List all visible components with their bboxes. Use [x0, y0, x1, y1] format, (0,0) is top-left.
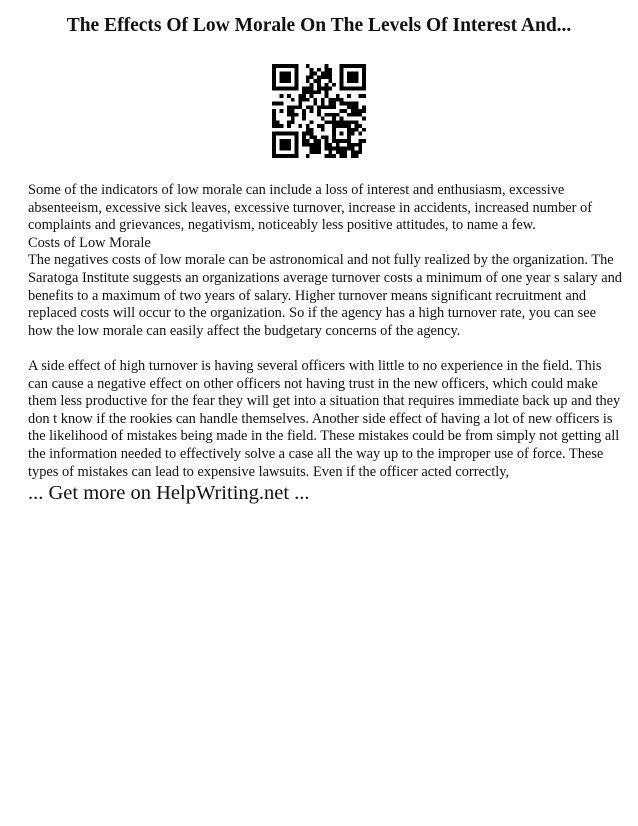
qr-code	[272, 64, 366, 158]
document-body	[28, 182, 624, 481]
qr-code-image	[272, 64, 366, 158]
page-title: The Effects Of Low Morale On The Levels Of Interest And...	[66, 15, 572, 36]
paragraph-side-effects: A side effect of high turnover is having several officers with little to no experience in the field. This can cause a negative effect on other officers not having trust in the new officers, which could make them less productive for the fear they will get into a situation that requires immediate back up and they don t know if the rookies can handle themselves. Another side effect of having a lot of new officers is the likelihood of mistakes being made in the field. These mistakes could be from simply not getting all the information needed to effectively solve a case all the way up to the improper use of force. These types of mistakes can lead to expensive lawsuits. Even if the officer acted correctly,	[28, 357, 621, 480]
paragraph-costs: The negatives costs of low morale can be astronomical and not fully realized by the organization. The Saratoga Institute suggests an organizations average turnover costs a minimum of one year s salary and benefits to a maximum of two years of salary. Higher turnover means significant recruitment and replaced costs will occur to the organization. So if the agency has a high turnover rate, you can see how the low morale can easily affect the budgetary concerns of the agency.	[28, 252, 622, 339]
section-heading-costs: Costs of Low Morale	[28, 234, 151, 251]
paragraph-indicators: Some of the indicators of low morale can include a loss of interest and enthusiasm, excessive absenteeism, excessive sick leaves, excessive turnover, increase in accidents, increased number of complaints and grievances, negativism, noticeably less positive attitudes, to name a few.	[28, 182, 593, 234]
paragraph-spacer	[28, 340, 624, 358]
get-more-link[interactable]: ... Get more on HelpWriting.net ...	[28, 482, 310, 504]
